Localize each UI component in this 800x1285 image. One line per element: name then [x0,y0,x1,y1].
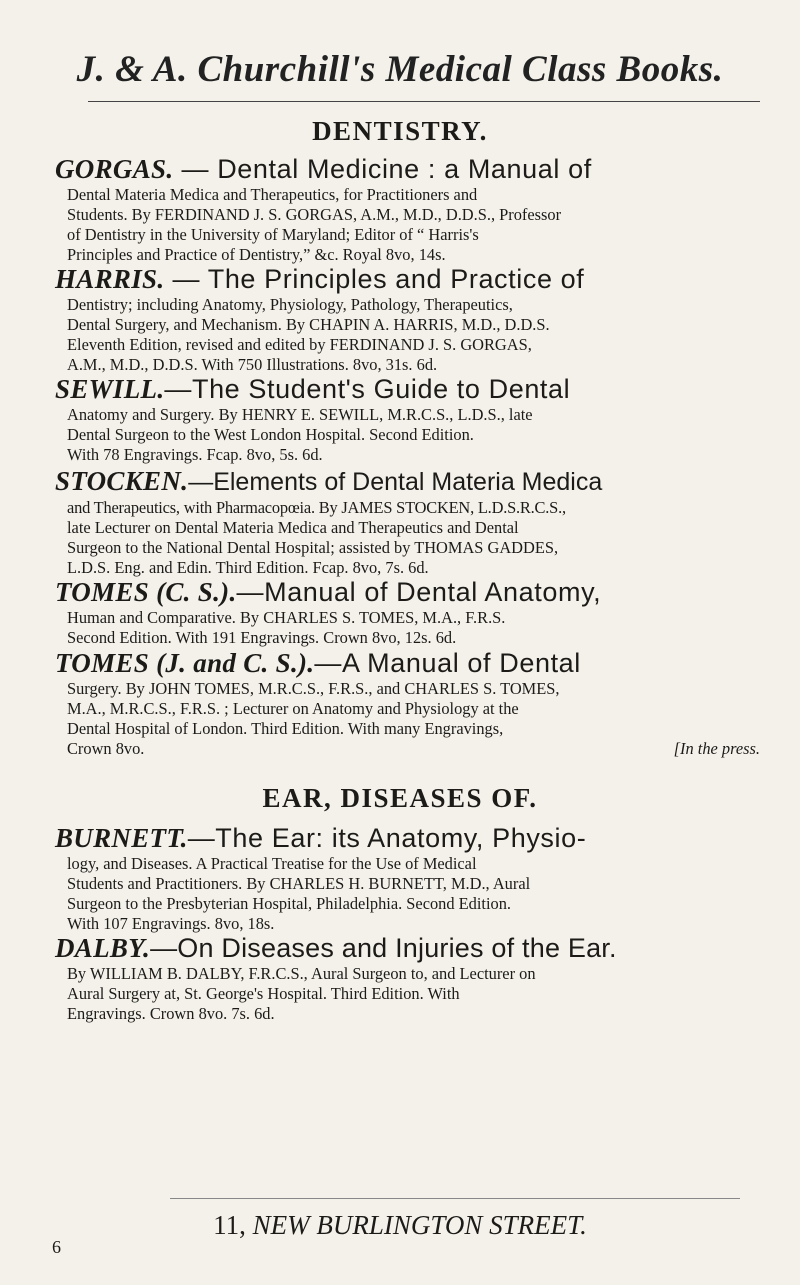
entry-line: M.A., M.R.C.S., F.R.S. ; Lecturer on Anatomy and Physiology at the [67,699,519,718]
entry-author: STOCKEN. [55,466,189,496]
entry-line: Crown 8vo. [67,739,145,758]
entry-title: —On Diseases and Injuries of the Ear. [150,933,617,963]
entry-line: Surgery. By JOHN TOMES, M.R.C.S., F.R.S., and CHARLES S. TOMES, [67,679,560,698]
entry-author: TOMES (C. S.). [55,577,237,607]
entry-line: Eleventh Edition, revised and edited by FERDINAND J. S. GORGAS, [67,335,532,354]
entry-line: Dentistry; including Anatomy, Physiology, Pathology, Therapeutics, [67,295,513,314]
header-rule [88,101,760,102]
entry-line: A.M., M.D., D.D.S. With 750 Illustrations. 8vo, 31s. 6d. [67,355,438,374]
entry-author: DALBY. [55,933,151,963]
entry-title: — Dental Medicine : a Manual of [173,154,592,184]
entry-line: Dental Materia Medica and Therapeutics, for Practitioners and [67,185,478,204]
entry-line: Surgeon to the National Dental Hospital; assisted by THOMAS GADDES, [67,538,559,557]
entry-line-with-note [67,739,760,759]
entry-line: Students. By FERDINAND J. S. GORGAS, A.M., M.D., D.D.S., Professor [67,205,562,224]
entry-title: —Manual of Dental Anatomy, [236,577,602,607]
entry-line: Students and Practitioners. By CHARLES H. BURNETT, M.D., Aural [67,874,531,893]
entry-author: SEWILL. [55,374,165,404]
entry-line: Dental Hospital of London. Third Edition. With many Engravings, [67,719,504,738]
entry-line: With 78 Engravings. Fcap. 8vo, 5s. 6d. [67,445,323,464]
entry-author: TOMES (J. and C. S.). [55,648,315,678]
entry-line: of Dentistry in the University of Maryland; Editor of “ Harris's [67,225,479,244]
entry-tomes-j-cs [55,647,760,759]
section-heading-ear: EAR, DISEASES OF. [262,783,538,813]
entry-line: By WILLIAM B. DALBY, F.R.C.S., Aural Surgeon to, and Lecturer on [67,964,536,983]
entry-title: —Elements of Dental Materia Medica [188,468,603,496]
entry-burnett [55,822,760,934]
entry-line: Anatomy and Surgery. By HENRY E. SEWILL, M.R.C.S., L.D.S., late [67,405,533,424]
entry-line: Dental Surgery, and Mechanism. By CHAPIN A. HARRIS, M.D., D.D.S. [67,315,550,334]
entry-line: Principles and Practice of Dentistry,” &c. Royal 8vo, 14s. [67,245,446,264]
entry-line: Surgeon to the Presbyterian Hospital, Philadelphia. Second Edition. [67,894,512,913]
page-footer [0,1210,800,1241]
entry-title: —The Student's Guide to Dental [164,374,571,404]
entry-author: HARRIS. [55,264,165,294]
entry-line: Engravings. Crown 8vo. 7s. 6d. [67,1004,275,1023]
entry-line: Second Edition. With 191 Engravings. Crown 8vo, 12s. 6d. [67,628,457,647]
entry-line: logy, and Diseases. A Practical Treatise for the Use of Medical [67,854,477,873]
entry-author: BURNETT. [55,823,188,853]
entry-title: —The Ear: its Anatomy, Physio- [187,823,587,853]
in-press-note: [In the press. [673,739,760,758]
entry-tomes-cs [55,576,760,648]
entry-line: late Lecturer on Dental Materia Medica and Therapeutics and Dental [67,518,519,537]
entry-title: — The Principles and Practice of [164,264,585,294]
entry-line: L.D.S. Eng. and Edin. Third Edition. Fcap. 8vo, 7s. 6d. [67,558,429,577]
entry-stocken [55,465,760,578]
entry-line: With 107 Engravings. 8vo, 18s. [67,914,275,933]
entry-title: —A Manual of Dental [314,648,581,678]
entry-line: Aural Surgery at, St. George's Hospital. Third Edition. With [67,984,460,1003]
footer-street: NEW BURLINGTON STREET. [252,1210,587,1240]
entry-gorgas [55,153,760,265]
entry-line: Human and Comparative. By CHARLES S. TOMES, M.A., F.R.S. [67,608,506,627]
page-header: J. & A. Churchill's Medical Class Books. [76,49,724,90]
entry-harris [55,263,760,375]
entry-author: GORGAS. [55,154,174,184]
entry-sewill [55,373,760,465]
footer-rule [170,1198,740,1199]
footer-number: 11, [213,1210,246,1240]
entry-dalby [55,932,760,1024]
page-number: 6 [52,1237,61,1257]
entry-line: and Therapeutics, with Pharmacopœia. By JAMES STOCKEN, L.D.S.R.C.S., [67,498,566,517]
section-heading-dentistry: DENTISTRY. [312,116,488,146]
entry-line: Dental Surgeon to the West London Hospital. Second Edition. [67,425,474,444]
